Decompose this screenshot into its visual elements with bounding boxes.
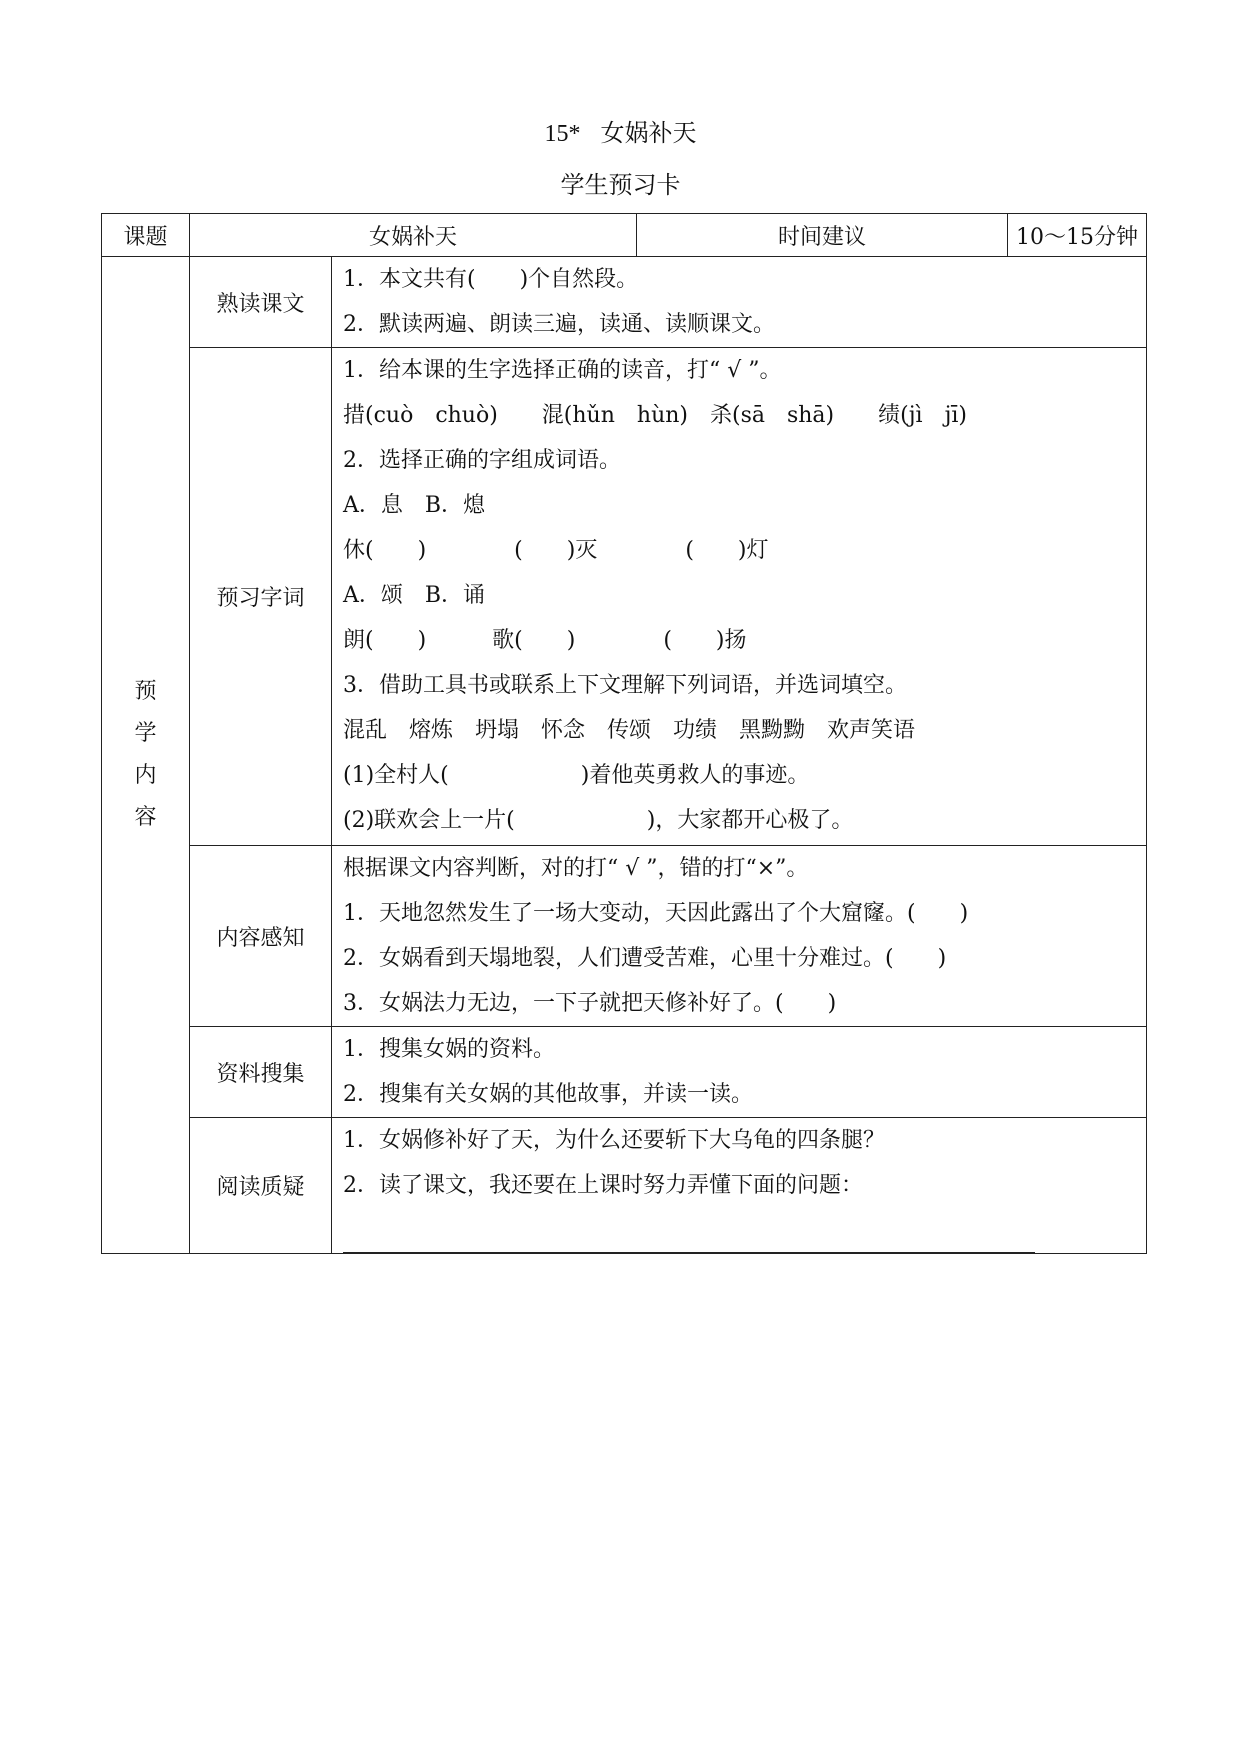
topic-value: 女娲补天 <box>190 214 637 257</box>
section-label-research: 资料搜集 <box>190 1027 332 1118</box>
content-line: A．颂 B．诵 <box>343 583 486 608</box>
content-line: 1．搜集女娲的资料。 <box>343 1037 555 1062</box>
section-label-words: 预习字词 <box>190 348 332 846</box>
content-line: 2．读了课文，我还要在上课时努力弄懂下面的问题： <box>343 1173 863 1198</box>
content-line: 2．默读两遍、朗读三遍，读通、读顺课文。 <box>343 312 775 337</box>
section-comprehension <box>102 846 1147 1027</box>
section-content-research <box>332 1027 1147 1118</box>
section-label-reading: 熟读课文 <box>190 257 332 348</box>
content-line: 3．女娲法力无边，一下子就把天修补好了。( ) <box>343 991 837 1016</box>
section-research <box>102 1027 1147 1118</box>
topic-label: 课题 <box>102 214 190 257</box>
lesson-number: 15* <box>544 121 581 147</box>
section-content-words <box>332 348 1147 846</box>
content-line: 2．女娲看到天塌地裂，人们遭受苦难，心里十分难过。( ) <box>343 946 947 971</box>
content-line: 1．天地忽然发生了一场大变动，天因此露出了个大窟窿。( ) <box>343 901 969 926</box>
section-words <box>102 348 1147 846</box>
time-label: 时间建议 <box>637 214 1008 257</box>
content-line: 混乱 熔炼 坍塌 怀念 传颂 功绩 黑黝黝 欢声笑语 <box>343 718 916 743</box>
section-content-comprehension <box>332 846 1147 1027</box>
lesson-title <box>0 118 1241 149</box>
section-content-questions <box>332 1118 1147 1254</box>
side-char: 内 <box>134 763 157 788</box>
section-reading <box>102 257 1147 348</box>
content-line: 2．搜集有关女娲的其他故事，并读一读。 <box>343 1082 753 1107</box>
section-content-reading <box>332 257 1147 348</box>
answer-line-row <box>343 1208 1146 1253</box>
content-line: 2．选择正确的字组成词语。 <box>343 448 621 473</box>
content-line: 根据课文内容判断，对的打“ √ ”，错的打“×”。 <box>343 856 809 881</box>
content-line: 1．给本课的生字选择正确的读音，打“ √ ”。 <box>343 358 782 383</box>
card-subtitle: 学生预习卡 <box>560 171 681 199</box>
content-line: (1)全村人( )着他英勇救人的事迹。 <box>343 763 810 788</box>
content-line: 休( ) ( )灭 ( )灯 <box>343 538 769 563</box>
section-label-comprehension: 内容感知 <box>190 846 332 1027</box>
content-line: 1．本文共有( )个自然段。 <box>343 267 639 292</box>
content-line: 措(cuò chuò) 混(hǔn hùn) 杀(sā shā) 绩(jì jī) <box>343 403 968 428</box>
info-row <box>102 214 1147 257</box>
lesson-name: 女娲补天 <box>600 119 697 147</box>
preview-content-label <box>102 257 190 1254</box>
section-label-questions: 阅读质疑 <box>190 1118 332 1254</box>
content-line: 朗( ) 歌( ) ( )扬 <box>343 628 747 653</box>
side-char: 学 <box>134 721 157 746</box>
content-line: 3．借助工具书或联系上下文理解下列词语，并选词填空。 <box>343 673 907 698</box>
side-char: 预 <box>134 679 157 704</box>
answer-underline[interactable] <box>343 1222 1035 1253</box>
side-char: 容 <box>134 805 157 830</box>
time-value: 10～15分钟 <box>1008 214 1147 257</box>
content-line: 1．女娲修补好了天，为什么还要斩下大乌龟的四条腿？ <box>343 1128 885 1153</box>
content-line: A．息 B．熄 <box>343 493 486 518</box>
content-line: (2)联欢会上一片( )，大家都开心极了。 <box>343 808 854 833</box>
preview-card-table <box>101 213 1147 1254</box>
section-questions <box>102 1118 1147 1254</box>
